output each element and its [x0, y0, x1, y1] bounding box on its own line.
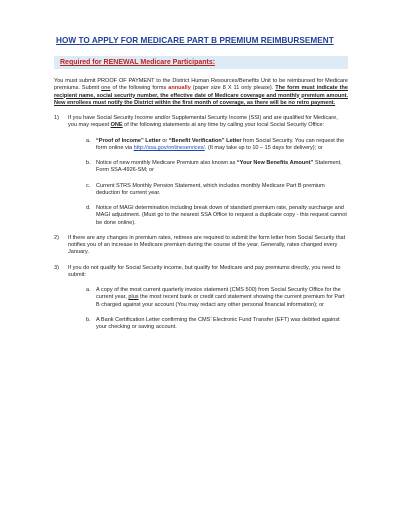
intro-requirement: The form must indicate the recipient name, social security number, the effective date of Medicare coverage and monthly premium amount. New enrollees must notify the District within the first month of coverage, as there will be no retro payment.: [54, 85, 348, 106]
page-title: HOW TO APPLY FOR MEDICARE PART B PREMIUM REIMBURSEMENT: [56, 36, 334, 45]
sub-text: . (It may take up to 10 – 15 days for delivery); or: [204, 144, 323, 151]
sub-letter: c.: [86, 182, 91, 189]
instruction-item-1: [54, 115, 348, 227]
sub-list: [68, 138, 348, 227]
sub-item-1d: [86, 205, 348, 227]
intro-text: (paper size 8 X 11 only please).: [190, 85, 276, 92]
sub-item-1b: [86, 160, 348, 175]
instruction-item-2: [54, 234, 348, 257]
item-text-one: ONE: [110, 122, 123, 129]
item-text: of the following statements at any time by calling your local Social Security Office:: [122, 122, 325, 129]
intro-text: of the following forms: [110, 85, 169, 92]
sub-list: [68, 287, 348, 331]
section-banner: [54, 56, 348, 69]
sub-item-1a: [86, 137, 348, 153]
item-text: If there are any changes in premium rates, retirees are required to submit the form letter from Social Security that notifies you of an increase in Medicare premium during the course of the year. Generally, rates changed every January.: [68, 234, 346, 256]
sub-text-plus: plus: [128, 294, 139, 301]
sub-letter: a.: [86, 137, 91, 144]
sub-letter: a.: [86, 287, 91, 293]
sub-letter: b.: [86, 316, 91, 323]
item-text: If you have Social Security Income and/or Supplemental Security Income (SSI) and are qualified for Medicare, you may request: [68, 115, 338, 129]
section-banner-text: Required for RENEWAL Medicare Participants:: [60, 59, 216, 66]
sub-text: from Social Security. You can request the form online via: [96, 137, 345, 151]
sub-letter: b.: [86, 160, 91, 166]
intro-paragraph: [54, 78, 348, 107]
instruction-item-3: [54, 264, 348, 332]
intro-annually: annually: [168, 85, 191, 92]
sub-text: A copy of the most current quarterly invoice statement (CMS 500) from Social Security Office for the current year,: [96, 287, 341, 301]
intro-one: one: [101, 85, 111, 92]
sub-text: Notice of new monthly Medicare Premium also known as: [96, 160, 237, 166]
proof-of-income-label: “Proof of Income” Letter: [96, 137, 161, 144]
instruction-list: [54, 115, 348, 331]
sub-letter: d.: [86, 205, 91, 211]
sub-item-1c: [86, 182, 348, 198]
sub-text: the most recent bank or credit card statement showing the current premium for Part B charged against your account (You may redact any other personal financial information); or: [96, 294, 345, 308]
sub-text: A Bank Certification Letter confirming the CMS’ Electronic Fund Transfer (EFT) was debited against your checking or saving account.: [96, 316, 340, 330]
sub-item-3a: [86, 287, 348, 309]
new-benefits-amount-label: “Your New Benefits Amount”: [236, 160, 314, 166]
ssa-online-services-link[interactable]: http://ssa.gov/onlineservices/: [133, 144, 205, 151]
item-text: If you do not qualify for Social Security income, but qualify for Medicare and pay premiums directly, you need to submit:: [68, 264, 341, 278]
sub-text: Current STRS Monthly Pension Statement, which includes monthly Medicare Part B premium deduction for current year.: [96, 182, 325, 196]
item-number: 2): [54, 234, 59, 241]
intro-text: You must submit PROOF OF PAYMENT to the District Human Resources/Benefits Unit to be reimbursed for Medicare premiums. Submit: [54, 78, 348, 92]
sub-text: Statement, Form SSA-4926-SM; or: [96, 160, 342, 174]
benefit-verification-label: “Benefit Verification” Letter: [168, 137, 242, 144]
item-number: 1): [54, 115, 59, 121]
sub-item-3b: [86, 316, 348, 332]
item-number: 3): [54, 264, 59, 271]
sub-text: Notice of MAGI determination including break down of standard premium rate, penalty surcharge and MAGI adjustment. (Must go to the nearest SSA Office to request a duplicate copy - this request cannot be done online).: [96, 205, 347, 226]
sub-text: or: [160, 137, 169, 144]
